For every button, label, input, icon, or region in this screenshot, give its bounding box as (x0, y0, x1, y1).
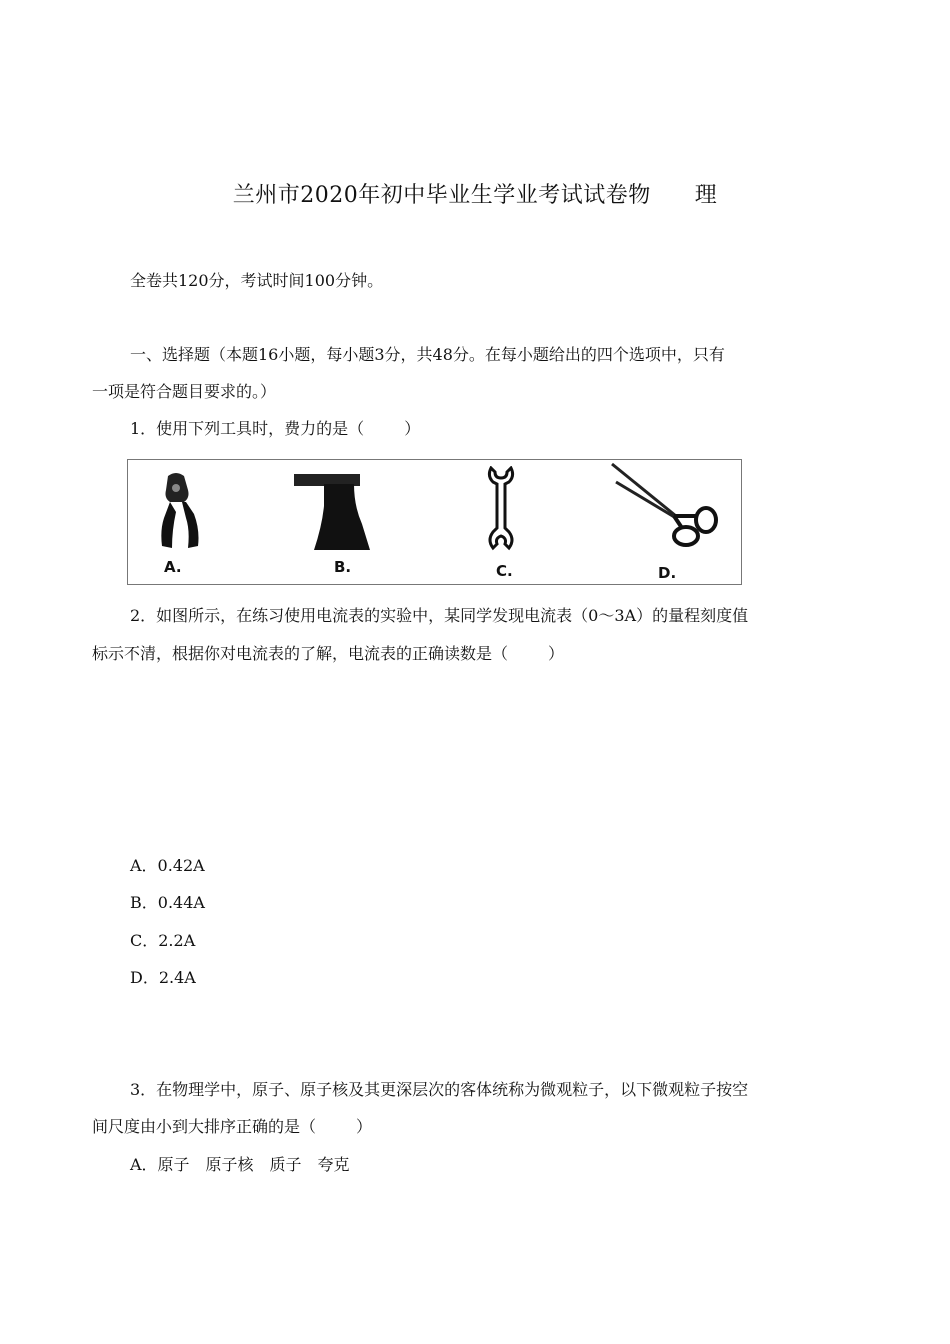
exam-intro: 全卷共120分，考试时间100分钟。 (130, 271, 384, 290)
q2-stem-line1: 2．如图所示，在练习使用电流表的实验中，某同学发现电流表（0～3A）的量程刻度值 (130, 606, 749, 625)
q2-stem-line2-suffix: ） (548, 644, 565, 663)
axe-icon (288, 466, 378, 556)
q1-stem (130, 419, 420, 439)
title-end: 理 (694, 183, 718, 208)
q3-option-a: A．原子 原子核 质子 夸克 (130, 1155, 350, 1174)
q2-stem-line2 (92, 644, 564, 664)
q2-option-b: B．0.44A (130, 893, 205, 912)
section1-heading-line1: 一、选择题（本题16小题，每小题3分，共48分。在每小题给出的四个选项中，只有 (130, 345, 725, 364)
q1-tools-figure (127, 459, 742, 585)
q3-stem-line2-prefix: 间尺度由小到大排序正确的是（ (92, 1117, 317, 1136)
title-main: 兰州市2020年初中毕业生学业考试试卷物 (232, 183, 651, 208)
pliers-icon (146, 468, 206, 558)
q1-stem-prefix: 1．使用下列工具时，费力的是（ (130, 419, 365, 438)
q2-stem-line2-prefix: 标示不清，根据你对电流表的了解，电流表的正确读数是（ (92, 644, 509, 663)
section1-heading-line2: 一项是符合题目要求的。） (92, 382, 277, 401)
wrench-icon (481, 466, 521, 552)
scissors-icon (608, 460, 720, 554)
q1-stem-suffix: ） (404, 419, 421, 438)
q1-option-b-label: B. (334, 558, 352, 576)
q2-option-d: D．2.4A (130, 968, 196, 987)
page-title (0, 178, 950, 209)
q1-option-d-label: D. (658, 564, 677, 582)
q3-stem-line2-suffix: ） (356, 1117, 373, 1136)
q1-option-c-label: C. (496, 562, 513, 580)
q3-stem-line2 (92, 1117, 372, 1137)
q1-option-a-label: A. (164, 558, 182, 576)
q2-option-c: C．2.2A (130, 931, 196, 950)
q3-stem-line1: 3．在物理学中，原子、原子核及其更深层次的客体统称为微观粒子，以下微观粒子按空 (130, 1080, 749, 1099)
q2-option-a: A．0.42A (130, 856, 205, 875)
